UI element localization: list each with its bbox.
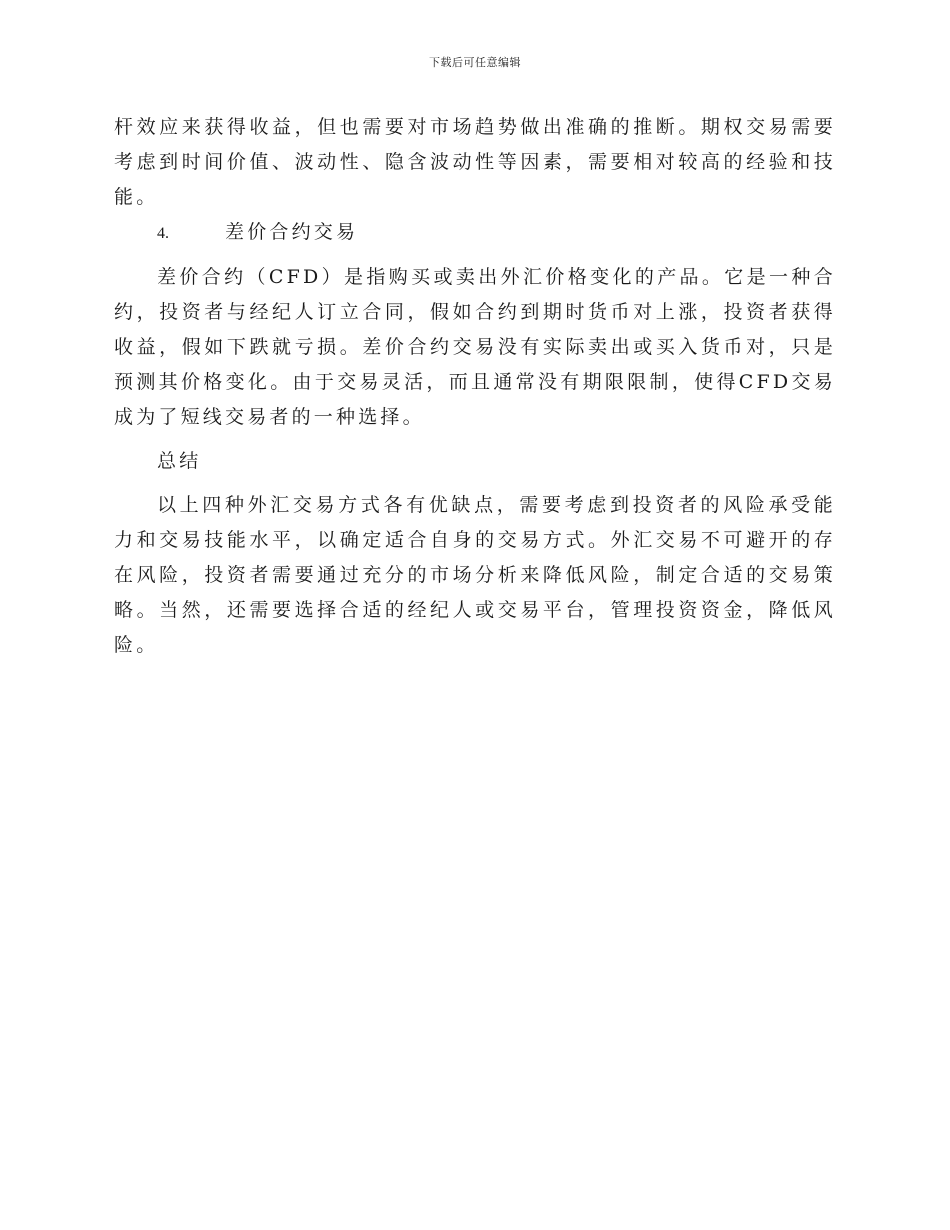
paragraph-cfd: 差价合约（CFD）是指购买或卖出外汇价格变化的产品。它是一种合约，投资者与经纪人订立合同，假如合约到期时货币对上涨，投资者获得收益，假如下跌就亏损。差价合约交易没有实际卖出或买入货币对，只是预测其价格变化。由于交易灵活，而且通常没有期限限制，使得CFD交易成为了短线交易者的一种选择。 xyxy=(114,266,836,428)
summary-heading: 总结 xyxy=(157,450,202,472)
paragraph-summary: 以上四种外汇交易方式各有优缺点，需要考虑到投资者的风险承受能力和交易技能水平，以确定适合自身的交易方式。外汇交易不可避开的存在风险，投资者需要通过充分的市场分析来降低风险，制定合适的交易策略。当然，还需要选择合适的经纪人或交易平台，管理投资资金，降低风险。 xyxy=(114,494,836,656)
section-heading-4 xyxy=(114,215,836,251)
page-header: 下载后可任意编辑 xyxy=(429,56,521,69)
section-number: 4. xyxy=(157,225,169,242)
section-title: 差价合约交易 xyxy=(225,221,359,243)
document-body xyxy=(114,110,836,663)
paragraph-intro: 杆效应来获得收益，但也需要对市场趋势做出准确的推断。期权交易需要考虑到时间价值、波动性、隐含波动性等因素，需要相对较高的经验和技能。 xyxy=(114,116,836,208)
